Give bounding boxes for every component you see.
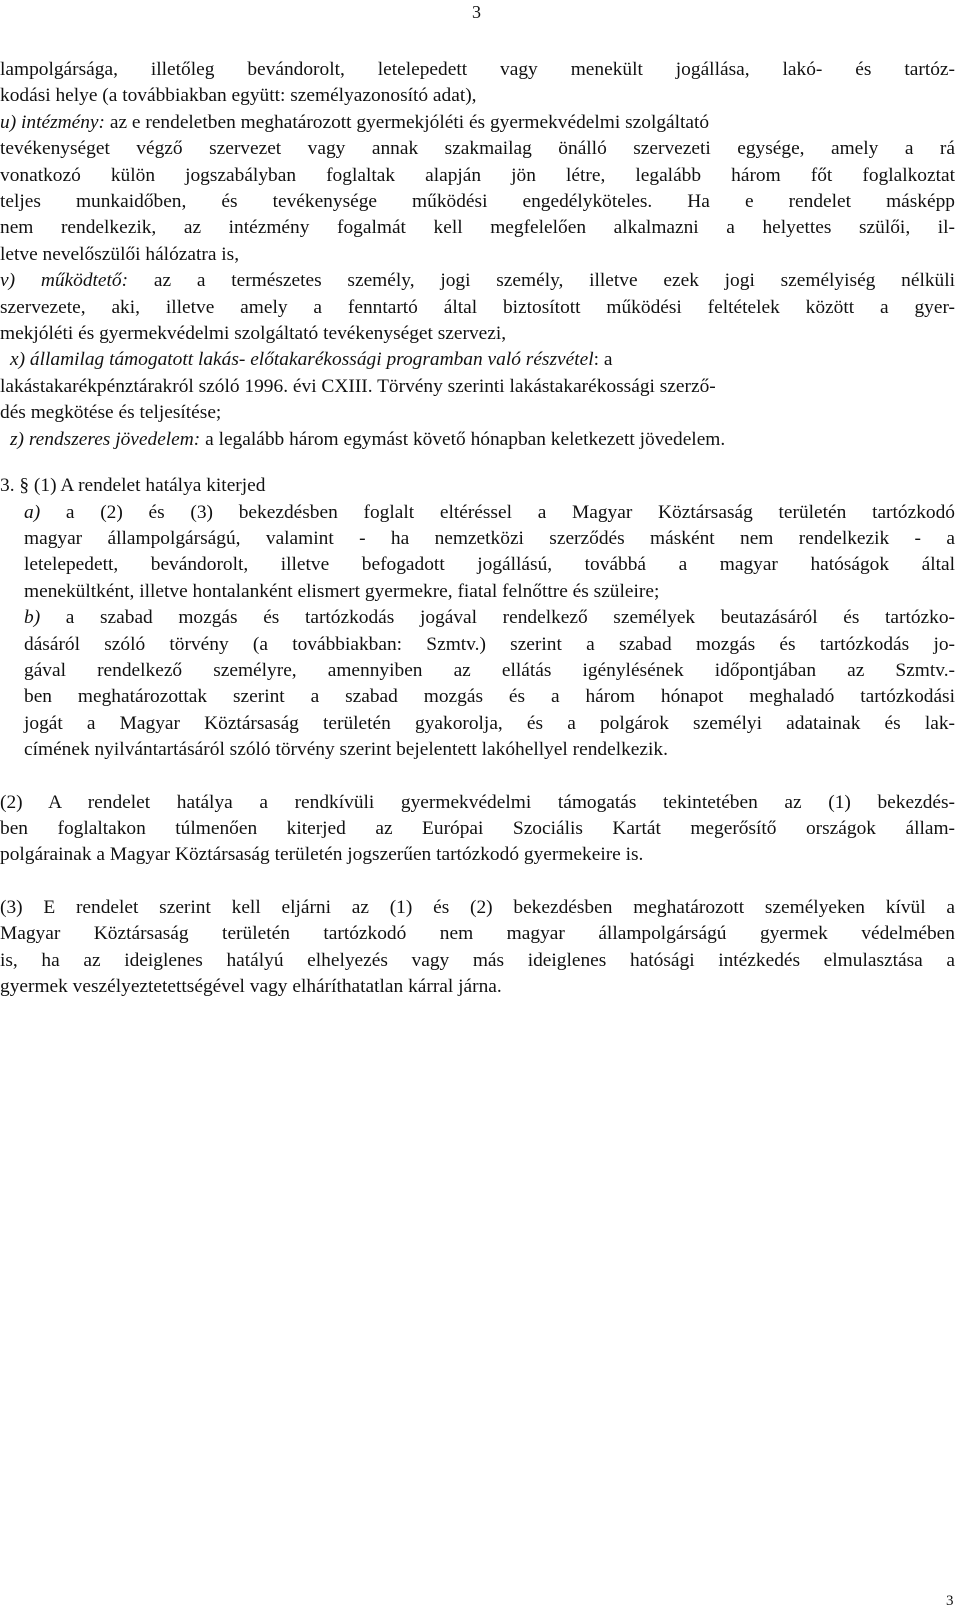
intro-line-1: lampolgársága, illetőleg bevándorolt, letelepedett vagy menekült jogállása, lakó- és tartóz- (0, 59, 955, 80)
paragraph-2-line-2: ben foglaltakon túlmenően kiterjed az Európai Szociális Kartát megerősítő országok állam- (0, 817, 955, 839)
definition-u-term: u) intézmény: (0, 111, 105, 133)
paragraph-3-line-4: gyermek veszélyeztetettségével vagy elháríthatatlan kárral járna. (0, 976, 502, 997)
definition-u-line-1 (0, 110, 955, 136)
section-3 (0, 473, 955, 763)
definition-z-term: z) rendszeres jövedelem: (10, 428, 201, 450)
definition-x (0, 347, 955, 426)
definition-u-line-5: nem rendelkezik, az intézmény fogalmát kell megfelelően alkalmazni a helyettes szülői, il- (0, 217, 955, 239)
section-3-b-line-6: címének nyilvántartásáról szóló törvény szerint bejelentett lakóhellyel rendelkezik. (24, 739, 668, 761)
section-3-a-line-4: menekültként, illetve hontalanként elismert gyermekre, fiatal felnőttre és szüleire; (24, 580, 660, 602)
section-3-a-line-2: magyar állampolgárságú, valamint - ha nemzetközi szerződés másként nem rendelkezik - a (24, 527, 955, 549)
document-body (0, 57, 955, 1000)
definition-u-line-4 (0, 189, 955, 215)
section-3-b-term: b) (24, 607, 41, 629)
definition-z (0, 427, 955, 453)
section-3-a-line-1 (0, 500, 955, 526)
paragraph-3 (0, 895, 955, 1001)
definition-u-text-4: teljes munkaidőben, és tevékenysége működési engedélyköteles. (0, 191, 653, 213)
definition-u-line-2: tevékenységet végző szervezet vagy annak szakmailag önálló szervezeti egysége, amely a rá (0, 138, 955, 160)
section-3-b-line-3: gával rendelkező személyre, amennyiben az ellátás igénylésének időpontjában az Szmtv.- (24, 659, 955, 681)
definition-z-text-1: a legalább három egymást követő hónapban keletkezett jövedelem. (200, 428, 726, 450)
definition-v-line-1 (0, 268, 955, 294)
intro-line-2: kodási helye (a továbbiakban együtt: személyazonosító adat), (0, 85, 477, 107)
section-3-a-line-3: letelepedett, bevándorolt, illetve befogadott jogállású, továbbá a magyar hatóságok által (24, 554, 955, 576)
paragraph-3-line-1: (3) E rendelet szerint kell eljárni az (1) és (2) bekezdésben meghatározott személyeken kívül a (0, 896, 955, 918)
page-number-top: 3 (472, 2, 481, 22)
definition-v-line-2: szervezete, aki, illetve amely a fenntartó által biztosított működési feltételek között a gyer- (0, 296, 955, 318)
definition-u (0, 110, 955, 268)
definition-u-line-3: vonatkozó külön jogszabályban foglaltak alapján jön létre, legalább három főt foglalkoztat (0, 164, 955, 186)
section-3-a-term: a) (24, 501, 41, 523)
definition-x-line-1 (0, 347, 955, 373)
definition-v-text-1: az a természetes személy, jogi személy, illetve ezek jogi személyiség nélküli (128, 270, 955, 292)
paragraph-3-line-2: Magyar Köztársaság területén tartózkodó nem magyar állampolgárságú gyermek védelmében (0, 923, 955, 945)
section-3-b-text-1: a szabad mozgás és tartózkodás jogával rendelkező személyek beutazásáról és tartózko- (40, 607, 955, 629)
section-3-b-line-5: jogát a Magyar Köztársaság területén gyakorolja, és a polgárok személyi adatainak és lak- (24, 712, 955, 734)
page-number-bottom: 3 (946, 1593, 954, 1609)
definition-u-line-6: letve nevelőszülői hálózatra is, (0, 243, 240, 265)
definition-x-line-3: dés megkötése és teljesítése; (0, 402, 222, 424)
definition-v (0, 268, 955, 347)
definition-u-text-4b: Ha e rendelet másképp (652, 191, 955, 213)
section-3-b-line-2: dásáról szóló törvény (a továbbiakban: Szmtv.) szerint a szabad mozgás és tartózkodás jo- (24, 633, 955, 655)
paragraph-2-line-1: (2) A rendelet hatálya a rendkívüli gyermekvédelmi támogatás tekintetében az (1) bekezdés- (0, 791, 955, 813)
definition-z-line-1 (0, 427, 955, 453)
paragraph-2 (0, 790, 955, 869)
section-3-b-line-1 (0, 605, 955, 631)
definition-x-term: x) államilag támogatott lakás- előtakarékossági programban való részvétel (10, 349, 594, 371)
section-3-b-line-4: ben meghatározottak szerint a szabad mozgás és a három hónapot meghaladó tartózkodási (24, 686, 955, 708)
paragraph-3-line-3: is, ha az ideiglenes hatályú elhelyezés vagy más ideiglenes hatósági intézkedés elmulasztása a (0, 949, 955, 971)
paragraph-2-line-3: polgárainak a Magyar Köztársaság területén jogszerűen tartózkodó gyermekeire is. (0, 844, 644, 866)
section-3-heading: 3. § (1) A rendelet hatálya kiterjed (0, 475, 266, 497)
definition-x-line-2: lakástakarékpénztárakról szóló 1996. évi CXIII. Törvény szerinti lakástakarékossági szerző- (0, 375, 716, 397)
definition-v-term: v) működtető: (0, 270, 129, 292)
definition-u-text-1: az e rendeletben meghatározott gyermekjóléti és gyermekvédelmi szolgáltató (105, 111, 710, 133)
definition-x-text-1: : a (593, 349, 613, 371)
section-3-a-text-1: a (2) és (3) bekezdésben foglalt eltéréssel a Magyar Köztársaság területén tartózkodó (40, 501, 955, 523)
definition-v-line-3: mekjóléti és gyermekvédelmi szolgáltató tevékenységet szervezi, (0, 323, 507, 345)
